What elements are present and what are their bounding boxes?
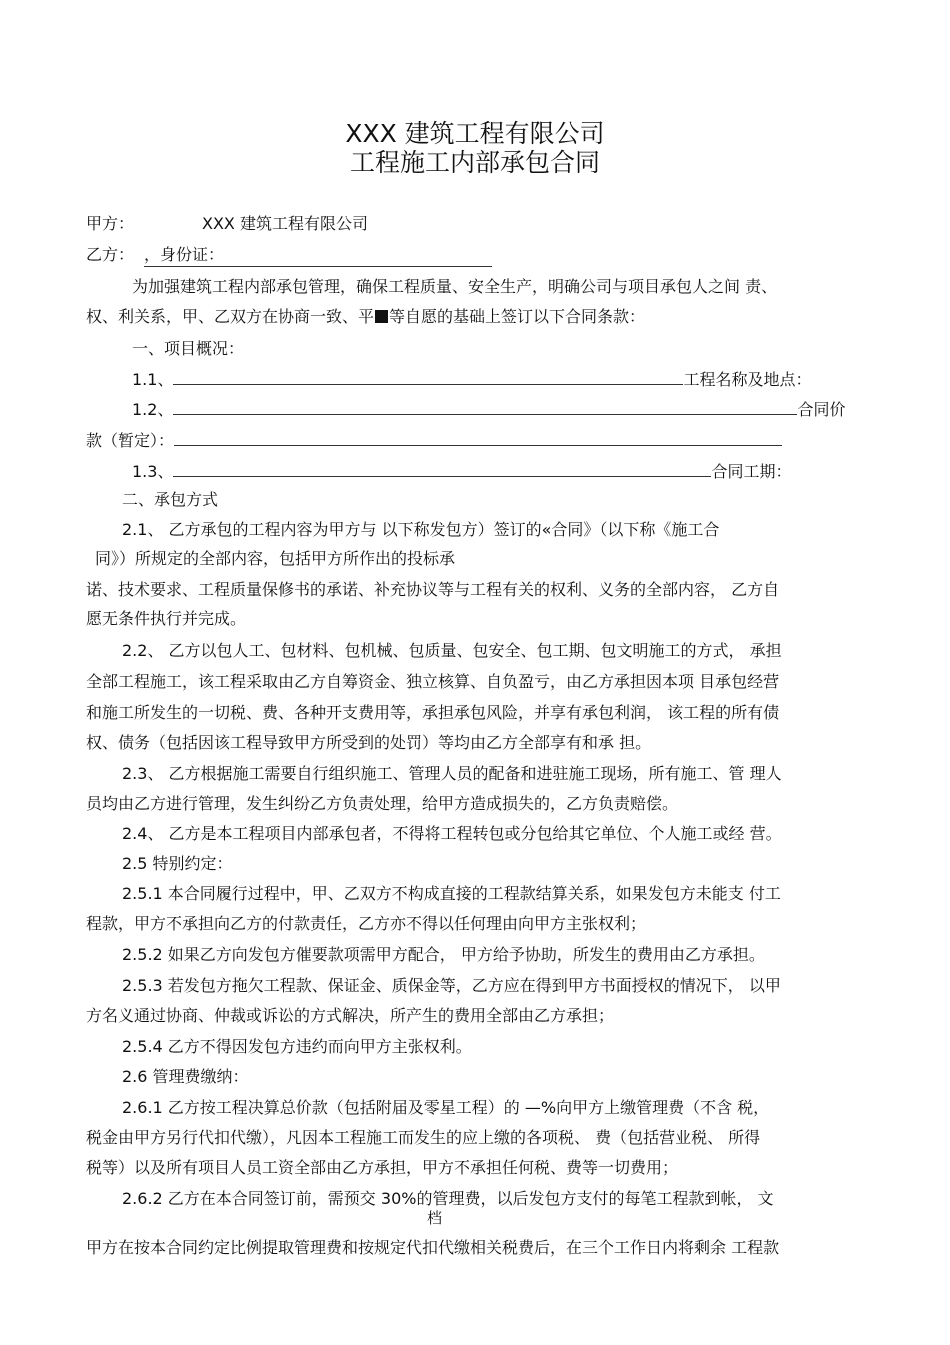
item-1-2: 1.2、 合同价 xyxy=(132,400,846,419)
clause-2-6-2-line-2: 甲方在按本合同约定比例提取管理费和按规定代扣代缴相关税费后，在三个工作日内将剩余 工程款 xyxy=(86,1238,780,1257)
black-square-icon xyxy=(375,310,388,323)
preamble-line-2: 权、利关系，甲、乙双方在协商一致、平 等自愿的基础上签订以下合同条款： xyxy=(86,307,646,326)
clause-2-5-1-line-1: 2.5.1 本合同履行过程中，甲、乙双方不构成直接的工程款结算关系，如果发包方未能支 付工 xyxy=(122,884,781,903)
clause-2-6-1-line-1: 2.6.1 乙方按工程决算总价款（包括附届及零星工程）的 —%向甲方上缴管理费（不含 税， xyxy=(122,1098,770,1117)
clause-2-5-3-line-1: 2.5.3 若发包方拖欠工程款、保证金、质保金等，乙方应在得到甲方书面授权的情况下， 以甲 xyxy=(122,976,781,995)
clause-2-1-line-2: 同》）所规定的全部内容，包括甲方所作出的投标承 xyxy=(95,549,456,568)
party-a-label: 甲方： xyxy=(86,214,135,233)
clause-2-3-line-2: 员均由乙方进行管理，发生纠纷乙方负责处理，给甲方造成损失的，乙方负责赔偿。 xyxy=(86,794,679,813)
clause-2-5-2-line-1: 2.5.2 如果乙方向发包方催要款项需甲方配合， 甲方给予协助，所发生的费用由乙方承担。 xyxy=(122,945,765,964)
blank-line xyxy=(173,398,797,415)
clause-2-2-line-1: 2.2、 乙方以包人工、包材料、包机械、包质量、包安全、包工期、包文明施工的方式， 承担 xyxy=(122,641,782,660)
item-1-1: 1.1、 工程名称及地点： xyxy=(132,370,812,389)
clause-2-6-2-footer-word: 档 xyxy=(427,1209,443,1227)
clause-2-3-line-1: 2.3、 乙方根据施工需要自行组织施工、管理人员的配备和进驻施工现场，所有施工、管 理人 xyxy=(122,764,782,783)
company-title: XXX 建筑工程有限公司 xyxy=(345,119,605,148)
clause-2-2-line-4: 权、债务（包括因该工程导致甲方所受到的处罚）等均由乙方全部享有和承 担。 xyxy=(86,733,652,752)
clause-2-6-2-line-1: 2.6.2 乙方在本合同签订前，需预交 30%的管理费，以后发包方支付的每笔工程款到帐， 文 xyxy=(122,1189,774,1208)
clause-2-6-heading: 2.6 管理费缴纳： xyxy=(122,1067,249,1086)
party-b-label: 乙方： xyxy=(86,245,135,264)
preamble-line-1: 为加强建筑工程内部承包管理，确保工程质量、安全生产，明确公司与项目承包人之间 责、 xyxy=(132,277,778,296)
section-2-heading: 二、承包方式 xyxy=(122,490,219,509)
clause-2-1-line-4: 愿无条件执行并完成。 xyxy=(86,609,247,628)
clause-2-2-line-2: 全部工程施工，该工程采取由乙方自筹资金、独立核算、自负盈亏，由乙方承担因本项 目承包经营 xyxy=(86,672,780,691)
clause-2-2-line-3: 和施工所发生的一切税、费、各种开支费用等，承担承包风险，并享有承包利润， 该工程的所有债 xyxy=(86,703,780,722)
clause-2-1-line-3: 诺、技术要求、工程质量保修书的承诺、补充协议等与工程有关的权利、义务的全部内容， 乙方自 xyxy=(86,580,780,599)
clause-2-1-line-1: 2.1、 乙方承包的工程内容为甲方与 以下称发包方）签订的«合同》（以下称《施工合 xyxy=(122,520,720,539)
contract-title: 工程施工内部承包合同 xyxy=(349,148,600,177)
section-1-heading: 一、项目概况： xyxy=(132,339,245,358)
clause-2-6-1-line-2: 税金由甲方另行代扣代缴），凡因本工程施工而发生的应上缴的各项税、 费（包括营业税、 所得 xyxy=(86,1128,761,1147)
clause-2-5-3-line-2: 方名义通过协商、仲裁或诉讼的方式解决，所产生的费用全部由乙方承担； xyxy=(86,1006,615,1025)
clause-2-5-heading: 2.5 特别约定： xyxy=(122,854,233,873)
item-1-2-cont: 款（暂定）： xyxy=(86,429,782,452)
clause-2-6-1-line-3: 税等）以及所有项目人员工资全部由乙方承担，甲方不承担任何税、费等一切费用； xyxy=(86,1158,679,1177)
party-b-line xyxy=(86,244,492,267)
clause-2-5-4-line-1: 2.5.4 乙方不得因发包方违约而向甲方主张权利。 xyxy=(122,1037,472,1056)
blank-line xyxy=(173,368,683,385)
blank-line xyxy=(173,460,711,477)
blank-line xyxy=(174,429,782,446)
clause-2-5-1-line-2: 程款，甲方不承担向乙方的付款责任，乙方亦不得以任何理由向甲方主张权利； xyxy=(86,914,647,933)
clause-2-4-line-1: 2.4、 乙方是本工程项目内部承包者，不得将工程转包或分包给其它单位、个人施工或经 营。 xyxy=(122,824,782,843)
item-1-3: 1.3、 合同工期： xyxy=(132,462,792,481)
party-b-idcard-field: ，身份证： xyxy=(144,244,492,267)
party-a-name: XXX 建筑工程有限公司 xyxy=(202,214,368,233)
